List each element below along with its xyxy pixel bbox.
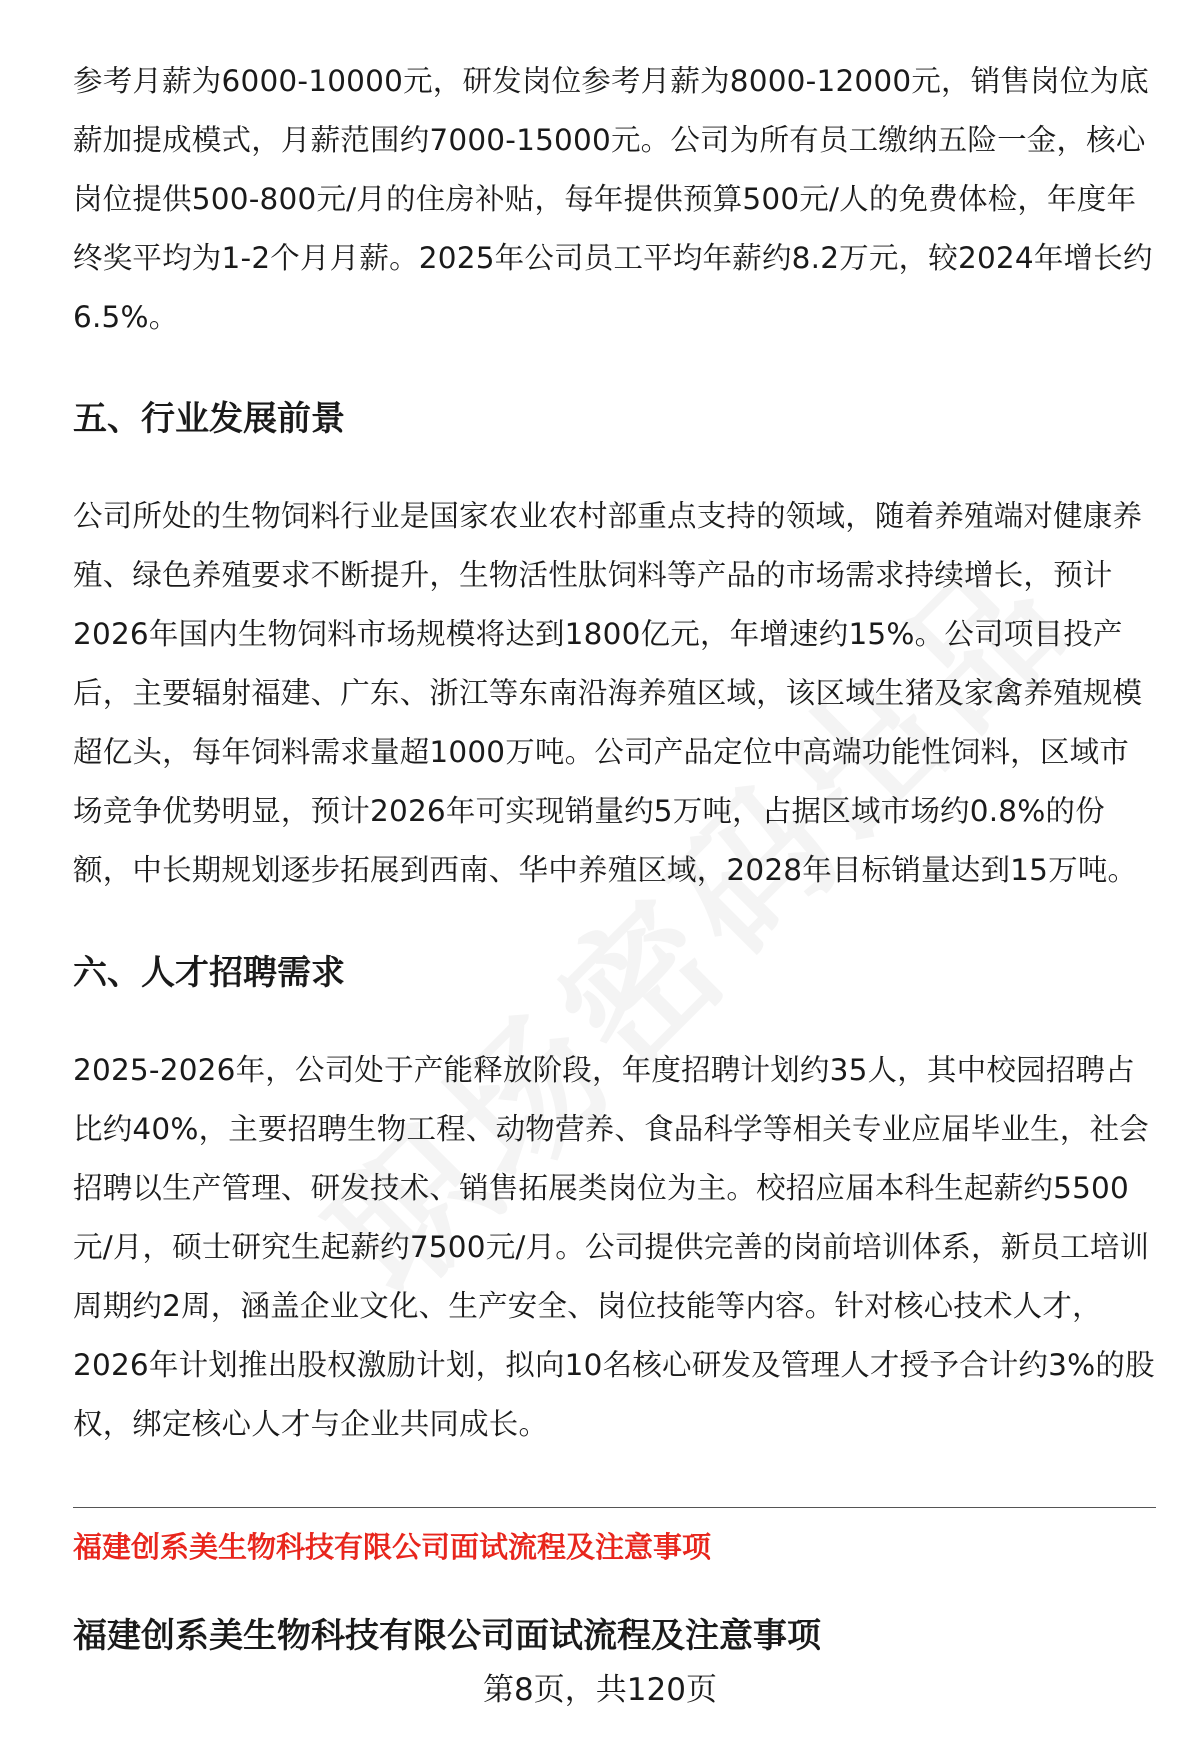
section-divider [73,1507,1156,1508]
red-section-title: 福建创系美生物科技有限公司面试流程及注意事项 [73,1530,712,1564]
recruitment-paragraph: 2025-2026年，公司处于产能释放阶段，年度招聘计划约35人，其中校园招聘占比约40%，主要招聘生物工程、动物营养、食品科学等相关专业应届毕业生，社会招聘以生产管理、研发技术、销售拓展类岗位为主。校招应届本科生起薪约5500元/月，硕士研究生起薪约7500元/月。公司提供完善的岗前培训体系，新员工培训周期约2周，涵盖企业文化、生产安全、岗位技能等内容。针对核心技术人才，2026年计划推出股权激励计划，拟向10名核心研发及管理人才授予合计约3%的股权，绑定核心人才与企业共同成长。 [73,1053,1155,1441]
page-number: 第8页，共120页 [483,1672,717,1708]
section-heading-recruitment: 六、人才招聘需求 [73,953,345,993]
salary-paragraph: 参考月薪为6000-10000元，研发岗位参考月薪为8000-12000元，销售岗位为底薪加提成模式，月薪范围约7000-15000元。公司为所有员工缴纳五险一金，核心岗位提供500-800元/月的住房补贴，每年提供预算500元/人的免费体检，年度年终奖平均为1-2个月月薪。2025年公司员工平均年薪约8.2万元，较2024年增长约6.5%。 [73,64,1153,334]
section-heading-industry-outlook: 五、行业发展前景 [73,399,345,439]
next-section-title: 福建创系美生物科技有限公司面试流程及注意事项 [73,1616,821,1656]
industry-outlook-paragraph: 公司所处的生物饲料行业是国家农业农村部重点支持的领域，随着养殖端对健康养殖、绿色养殖要求不断提升，生物活性肽饲料等产品的市场需求持续增长，预计2026年国内生物饲料市场规模将达到1800亿元，年增速约15%。公司项目投产后，主要辐射福建、广东、浙江等东南沿海养殖区域，该区域生猪及家禽养殖规模超亿头，每年饲料需求量超1000万吨。公司产品定位中高端功能性饲料，区域市场竞争优势明显，预计2026年可实现销量约5万吨，占据区域市场约0.8%的份额，中长期规划逐步拓展到西南、华中养殖区域，2028年目标销量达到15万吨。 [73,499,1143,887]
